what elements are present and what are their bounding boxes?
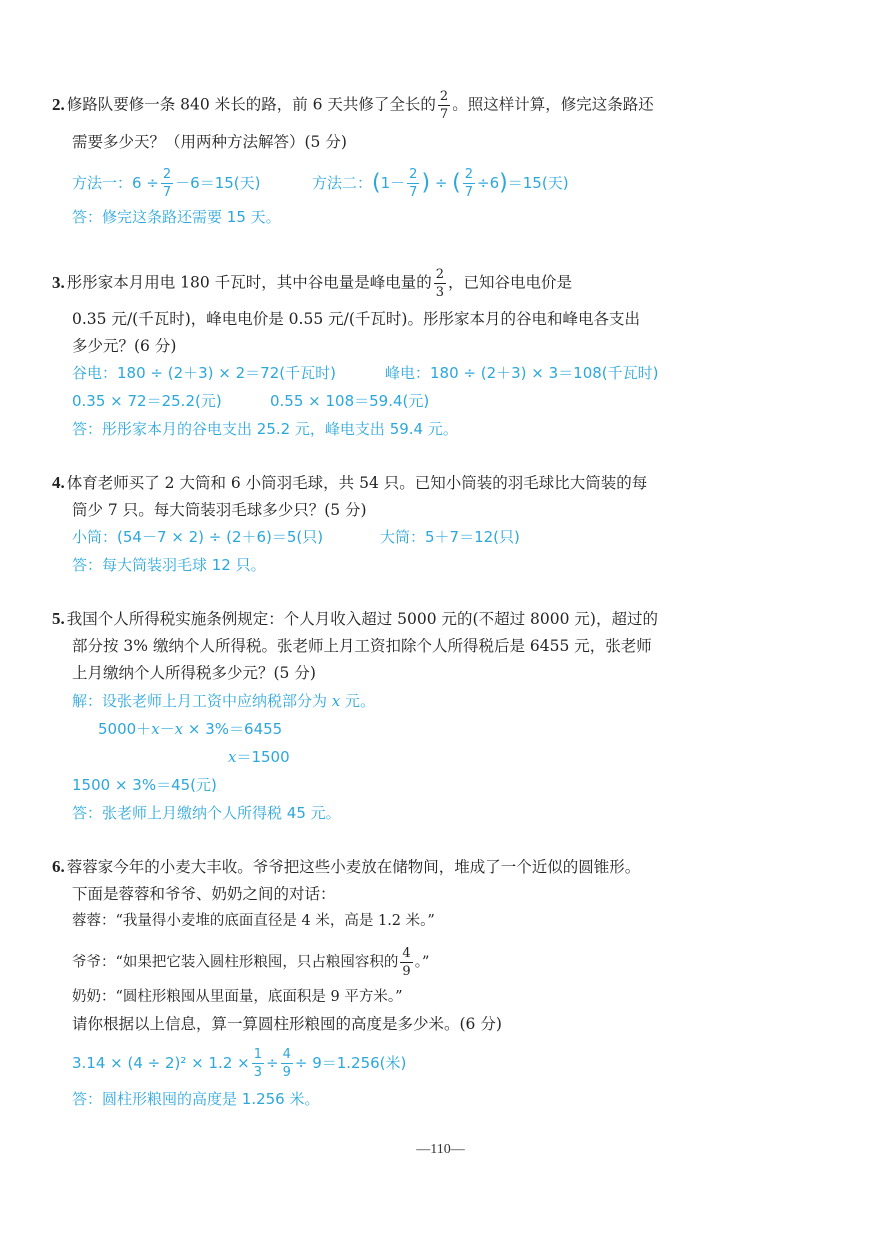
- q2-answer: 答：修完这条路还需要 15 天。: [72, 208, 281, 226]
- q6-number: 6.: [52, 857, 65, 876]
- q6-line6: 请你根据以上信息，算一算圆柱形粮囤的高度是多少米。(6 分): [72, 1015, 502, 1033]
- q2-method2: 方法二：(1－ $\frac{2}{7}$ ) ÷ ( $\frac{2}{7}$ ÷6)＝15(天): [312, 167, 569, 200]
- q4-line2: 筒少 7 只。每大筒装羽毛球多少只？(5 分): [72, 501, 367, 519]
- q6-line1: 6. 蓉蓉家今年的小麦大丰收。爷爷把这些小麦放在储物间，堆成了一个近似的圆锥形。: [52, 857, 641, 876]
- q4-answer: 答：每大筒装羽毛球 12 只。: [72, 556, 266, 574]
- q2-number: 2.: [52, 94, 65, 114]
- page-number: —110—: [416, 1142, 465, 1157]
- fraction: $\frac{2}{7}$: [439, 89, 449, 122]
- q6-dialog-rongrong: 蓉蓉：“我量得小麦堆的底面直径是 4 米，高是 1.2 米。”: [72, 913, 435, 929]
- q6-line2: 下面是蓉蓉和爷爷、奶奶之间的对话：: [72, 885, 336, 903]
- fraction: $\frac{2}{3}$: [435, 267, 444, 300]
- q6-ans-calc: 3.14 × (4 ÷ 2)² × 1.2 × $\frac{1}{3}$ ÷ $\frac{4}{9}$ ÷ 9＝1.256(米): [72, 1047, 407, 1080]
- q3-line2: 0.35 元/(千瓦时)，峰电电价是 0.55 元/(千瓦时)。彤彤家本月的谷电和峰电各支出: [72, 310, 640, 328]
- q3-ans-peak: 峰电：180 ÷ (2＋3) × 3＝108(千瓦时): [385, 364, 659, 382]
- q4-ans-small: 小筒：(54－7 × 2) ÷ (2＋6)＝5(只): [72, 528, 324, 546]
- fraction: $\frac{4}{9}$: [402, 946, 411, 979]
- q2-line1: 2. 修路队要修一条 840 米长的路，前 6 天共修了全长的 $\frac{2}{7}$ 。照这样计算，修完这条路还: [52, 89, 654, 122]
- q6-dialog-grandma: 奶奶：“圆柱形粮囤从里面量，底面积是 9 平方米。”: [72, 989, 403, 1005]
- q5-ans-tax: 1500 × 3%＝45(元): [72, 776, 217, 794]
- q3-number: 3.: [52, 272, 65, 292]
- q3-answer: 答：彤彤家本月的谷电支出 25.2 元，峰电支出 59.4 元。: [72, 420, 458, 438]
- q4-line1: 4. 体育老师买了 2 大筒和 6 小筒羽毛球，共 54 只。已知小筒装的羽毛球比大筒装的每: [52, 473, 648, 492]
- q5-ans-solution: x＝1500: [228, 748, 290, 766]
- q2-method1: 方法一：6 ÷ $\frac{2}{7}$ －6＝15(天): [72, 167, 261, 200]
- q6-dialog-grandpa: 爷爷：“如果把它装入圆柱形粮囤，只占粮囤容积的 $\frac{4}{9}$ 。”: [72, 946, 430, 979]
- q4-number: 4.: [52, 473, 65, 492]
- q3-ans-valley: 谷电：180 ÷ (2＋3) × 2＝72(千瓦时): [72, 364, 336, 382]
- fraction: $\frac{4}{9}$: [282, 1047, 291, 1080]
- q5-answer: 答：张老师上月缴纳个人所得税 45 元。: [72, 804, 341, 822]
- q3-line3: 多少元？(6 分): [72, 337, 177, 355]
- fraction: $\frac{2}{7}$: [464, 167, 474, 200]
- q5-line1: 5. 我国个人所得税实施条例规定：个人月收入超过 5000 元的(不超过 8000 元)，超过的: [52, 609, 658, 628]
- q5-line2: 部分按 3% 缴纳个人所得税。张老师上月工资扣除个人所得税后是 6455 元，张老师: [72, 637, 652, 655]
- fraction: $\frac{1}{3}$: [253, 1047, 262, 1080]
- fraction: $\frac{2}{7}$: [162, 167, 172, 200]
- q3-ans-valley-cost: 0.35 × 72＝25.2(元): [72, 392, 222, 410]
- q5-line3: 上月缴纳个人所得税多少元？(5 分): [72, 664, 316, 682]
- q5-number: 5.: [52, 609, 65, 628]
- q4-ans-large: 大筒：5＋7＝12(只): [380, 528, 520, 546]
- q2-line2: 需要多少天？（用两种方法解答）(5 分): [72, 133, 347, 151]
- q5-ans-let: 解：设张老师上月工资中应纳税部分为 x 元。: [72, 692, 376, 710]
- q3-line1: 3. 彤彤家本月用电 180 千瓦时，其中谷电量是峰电量的 $\frac{2}{3}$ ，已知谷电电价是: [52, 267, 572, 300]
- q6-answer: 答：圆柱形粮囤的高度是 1.256 米。: [72, 1090, 320, 1108]
- q3-ans-peak-cost: 0.55 × 108＝59.4(元): [270, 392, 430, 410]
- q5-ans-equation: 5000＋x－x × 3%＝6455: [98, 720, 283, 738]
- fraction: $\frac{2}{7}$: [409, 167, 418, 200]
